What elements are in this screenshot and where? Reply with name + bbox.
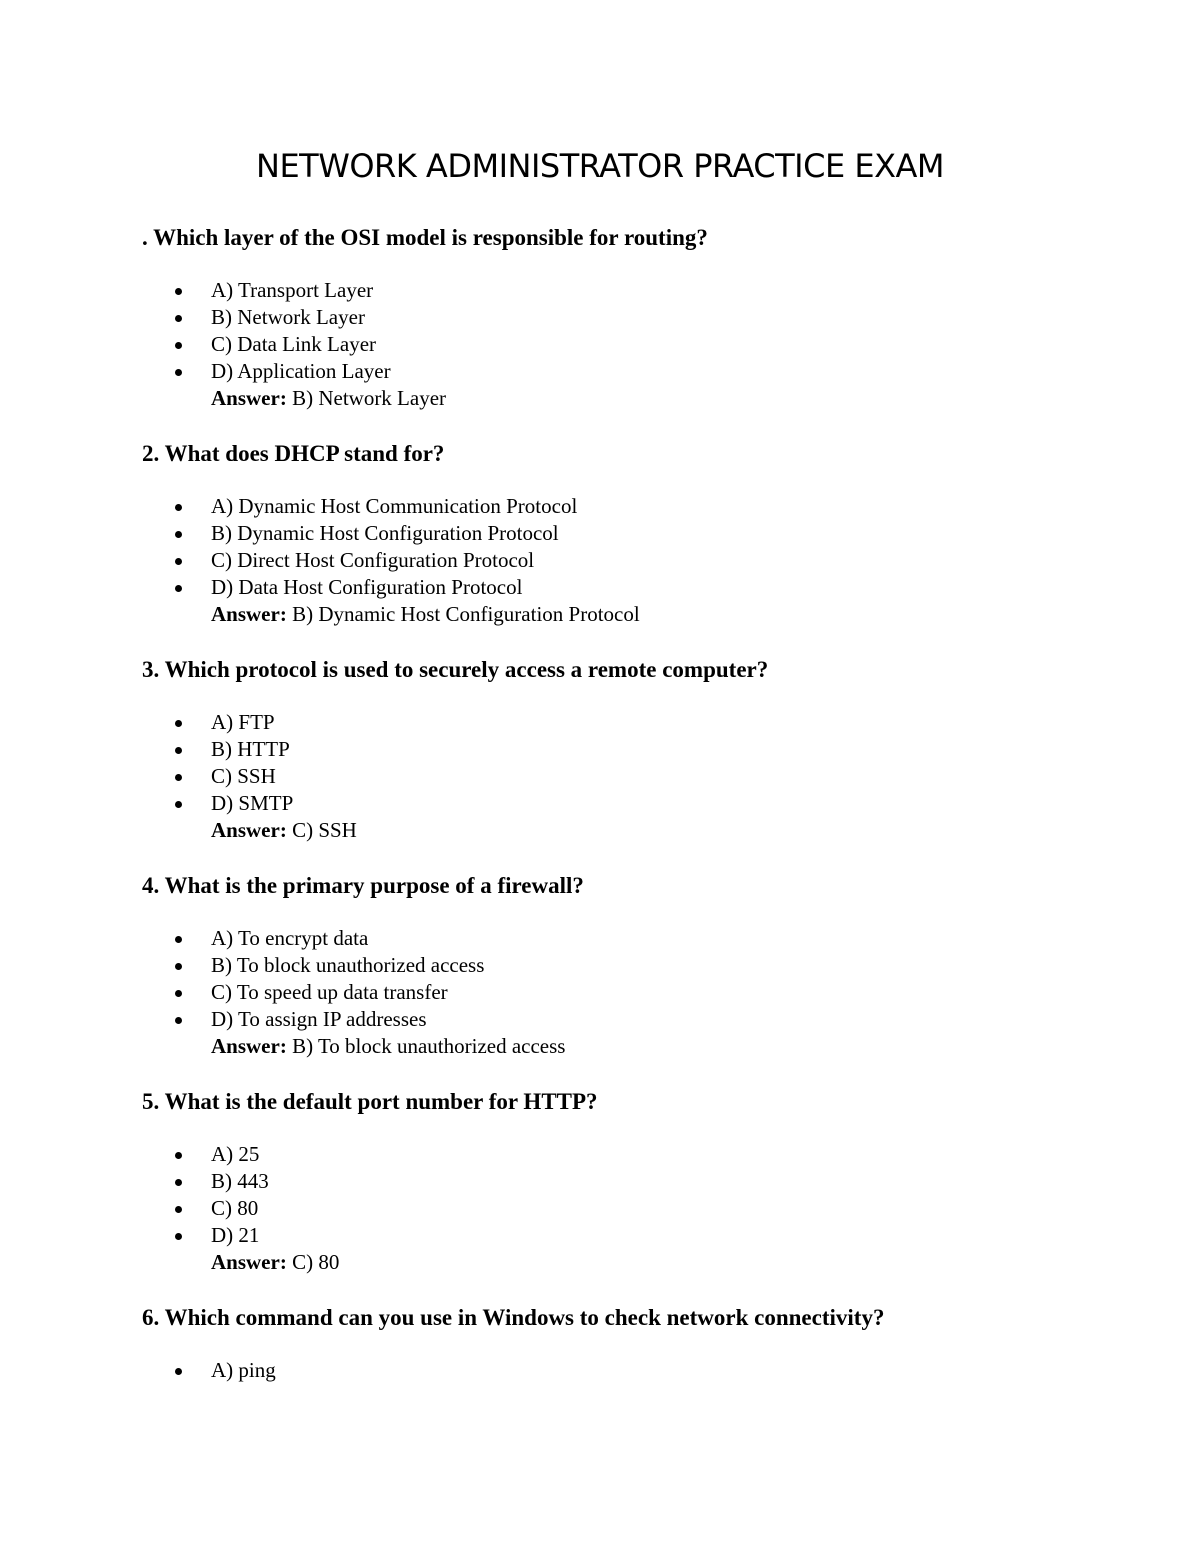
option-text: A) ping — [211, 1358, 276, 1382]
option-list — [142, 709, 1142, 817]
option-item — [142, 709, 1142, 736]
bullet-icon — [175, 585, 182, 592]
option-text: B) Dynamic Host Configuration Protocol — [211, 521, 559, 545]
bullet-icon — [175, 531, 182, 538]
option-item — [142, 547, 1142, 574]
option-item — [142, 574, 1142, 601]
bullet-icon — [175, 936, 182, 943]
answer-line — [142, 1033, 1142, 1060]
option-item — [142, 1222, 1142, 1249]
option-item — [142, 493, 1142, 520]
question-3 — [142, 654, 1142, 844]
option-item — [142, 277, 1142, 304]
option-item — [142, 1006, 1142, 1033]
option-text: D) 21 — [211, 1223, 260, 1247]
bullet-icon — [175, 558, 182, 565]
option-text: C) Direct Host Configuration Protocol — [211, 548, 535, 572]
bullet-icon — [175, 288, 182, 295]
bullet-icon — [175, 315, 182, 322]
option-text: B) 443 — [211, 1169, 269, 1193]
answer-line — [142, 385, 1142, 412]
question-heading: 3. Which protocol is used to securely access a remote computer? — [142, 657, 769, 682]
answer-line — [142, 1249, 1142, 1276]
option-item — [142, 979, 1142, 1006]
bullet-icon — [175, 774, 182, 781]
option-text: D) To assign IP addresses — [211, 1007, 427, 1031]
option-item — [142, 952, 1142, 979]
bullet-icon — [175, 1179, 182, 1186]
option-list — [142, 1357, 1142, 1384]
option-list — [142, 493, 1142, 601]
option-text: A) To encrypt data — [211, 926, 369, 950]
question-1 — [142, 222, 1142, 412]
answer-text: C) SSH — [286, 818, 357, 842]
bullet-icon — [175, 990, 182, 997]
bullet-icon — [175, 1233, 182, 1240]
option-text: C) 80 — [211, 1196, 259, 1220]
page-title: NETWORK ADMINISTRATOR PRACTICE EXAM — [256, 147, 944, 185]
answer-text: B) To block unauthorized access — [286, 1034, 566, 1058]
option-text: A) Transport Layer — [211, 278, 374, 302]
bullet-icon — [175, 369, 182, 376]
bullet-icon — [175, 747, 182, 754]
bullet-icon — [175, 801, 182, 808]
option-item — [142, 790, 1142, 817]
option-item — [142, 736, 1142, 763]
answer-label: Answer: — [211, 1250, 287, 1274]
option-text: B) HTTP — [211, 737, 290, 761]
option-item — [142, 1357, 1142, 1384]
option-text: C) SSH — [211, 764, 276, 788]
option-list — [142, 1141, 1142, 1249]
bullet-icon — [175, 1152, 182, 1159]
question-2 — [142, 438, 1142, 628]
option-item — [142, 763, 1142, 790]
bullet-icon — [175, 1017, 182, 1024]
option-text: C) Data Link Layer — [211, 332, 377, 356]
option-text: D) Data Host Configuration Protocol — [211, 575, 523, 599]
option-text: A) FTP — [211, 710, 275, 734]
question-heading: 5. What is the default port number for HTTP? — [142, 1089, 598, 1114]
option-item — [142, 925, 1142, 952]
answer-label: Answer: — [211, 818, 287, 842]
option-list — [142, 925, 1142, 1033]
option-item — [142, 304, 1142, 331]
option-item — [142, 1168, 1142, 1195]
question-5 — [142, 1086, 1142, 1276]
answer-text: C) 80 — [286, 1250, 340, 1274]
option-text: A) Dynamic Host Communication Protocol — [211, 494, 578, 518]
answer-line — [142, 817, 1142, 844]
answer-label: Answer: — [211, 1034, 287, 1058]
option-text: A) 25 — [211, 1142, 260, 1166]
question-6 — [142, 1302, 1142, 1384]
option-text: B) Network Layer — [211, 305, 365, 329]
option-text: C) To speed up data transfer — [211, 980, 448, 1004]
option-item — [142, 358, 1142, 385]
option-text: B) To block unauthorized access — [211, 953, 485, 977]
option-item — [142, 520, 1142, 547]
answer-label: Answer: — [211, 602, 287, 626]
bullet-icon — [175, 720, 182, 727]
question-heading: 4. What is the primary purpose of a firewall? — [142, 873, 584, 898]
question-heading: . Which layer of the OSI model is responsible for routing? — [142, 225, 708, 250]
bullet-icon — [175, 1206, 182, 1213]
option-item — [142, 331, 1142, 358]
option-text: D) Application Layer — [211, 359, 391, 383]
question-heading: 2. What does DHCP stand for? — [142, 441, 445, 466]
question-list — [142, 222, 1142, 1384]
bullet-icon — [175, 342, 182, 349]
option-text: D) SMTP — [211, 791, 294, 815]
question-4 — [142, 870, 1142, 1060]
bullet-icon — [175, 1368, 182, 1375]
option-item — [142, 1195, 1142, 1222]
answer-text: B) Dynamic Host Configuration Protocol — [286, 602, 640, 626]
answer-line — [142, 601, 1142, 628]
option-item — [142, 1141, 1142, 1168]
answer-text: B) Network Layer — [286, 386, 447, 410]
question-heading: 6. Which command can you use in Windows to check network connectivity? — [142, 1305, 885, 1330]
bullet-icon — [175, 504, 182, 511]
answer-label: Answer: — [211, 386, 287, 410]
bullet-icon — [175, 963, 182, 970]
option-list — [142, 277, 1142, 385]
